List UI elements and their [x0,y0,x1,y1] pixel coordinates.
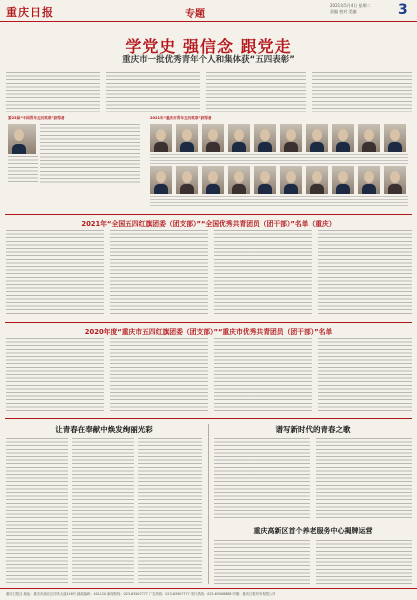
recipient-photo [280,124,302,152]
award-citation [8,156,38,184]
intro-column [6,72,100,112]
left-article-column [6,438,68,584]
photo-captions [150,154,408,164]
recipient-photo [228,166,250,194]
photo-captions [150,196,408,206]
recipient-photo [358,124,380,152]
photo-strip-label-right: 2021年“重庆市青年五四奖章”获得者 [150,116,212,120]
right-article-column [316,438,412,520]
recipient-photo [384,166,406,194]
column-divider [208,424,209,584]
recipient-photo [358,166,380,194]
masthead [0,0,417,22]
recipient-photo [280,166,302,194]
photo-strip-label-left: 第25届“中国青年五四奖章”获得者 [8,116,65,120]
issue-info: 责编 校对 美编 [330,9,357,14]
award-citation [40,124,140,184]
award-photo-row [150,166,406,194]
city-list-column [110,338,208,412]
national-list-column [6,230,104,316]
recipient-photo [332,166,354,194]
national-list-column [318,230,412,316]
page-number: 3 [398,2,408,18]
national-list-column [110,230,208,316]
recipient-photo [176,166,198,194]
left-article-column [138,438,202,584]
recipient-photo [254,124,276,152]
recipient-photo [306,124,328,152]
issue-date: 2021年5月4日 星期二 [330,3,371,8]
page-footer [0,588,417,600]
award-photo-row [150,124,406,152]
right-article-title: 谱写新时代的青春之歌 [275,425,351,434]
recipient-photo [176,124,198,152]
left-article-column [72,438,134,584]
section-title: 专题 [185,9,205,20]
recipient-photo [228,124,250,152]
city-list-column [214,338,312,412]
recipient-photo [8,124,36,154]
city-list-column [318,338,412,412]
recipient-photo [254,166,276,194]
recipient-photo [150,166,172,194]
intro-column [106,72,200,112]
right-article-column [214,438,310,520]
recipient-photo [384,124,406,152]
page-headline: 学党史 强信念 跟党走 [125,37,292,56]
section-rule [5,418,412,419]
national-list-heading: 2021年“全国五四红旗团委（团支部）”“全国优秀共青团员（团干部）”名单（重庆） [81,220,336,228]
footer-text: 重庆日报社 地址：重庆市渝北区同茂大道416号 邮政编码：401120 新闻热线：023-63907777 广告热线：023-63907777 发行热线：023-63908888 印刷：重庆日报印务有限公司 [6,592,276,596]
recipient-photo [202,166,224,194]
intro-column [206,72,306,112]
city-list-heading: 2020年度“重庆市五四红旗团委（团支部）”“重庆市优秀共青团员（团干部）”名单 [84,328,333,336]
newspaper-logo: 重庆日报 [6,6,54,19]
page-subheadline: 重庆市一批优秀青年个人和集体获“五四表彰” [122,55,295,65]
recipient-photo [306,166,328,194]
section-rule [5,322,412,323]
left-article-title: 让青春在奉献中焕发绚丽光彩 [55,425,153,434]
right-article-column [316,540,412,584]
recipient-photo [150,124,172,152]
section-rule [5,214,412,215]
recipient-photo [202,124,224,152]
national-list-column [214,230,312,316]
city-list-column [6,338,104,412]
award-photo-left [8,124,36,154]
right-article-subtitle: 重庆高新区首个养老服务中心揭牌运营 [253,527,373,535]
intro-column [312,72,412,112]
right-article-column [214,540,310,584]
recipient-photo [332,124,354,152]
